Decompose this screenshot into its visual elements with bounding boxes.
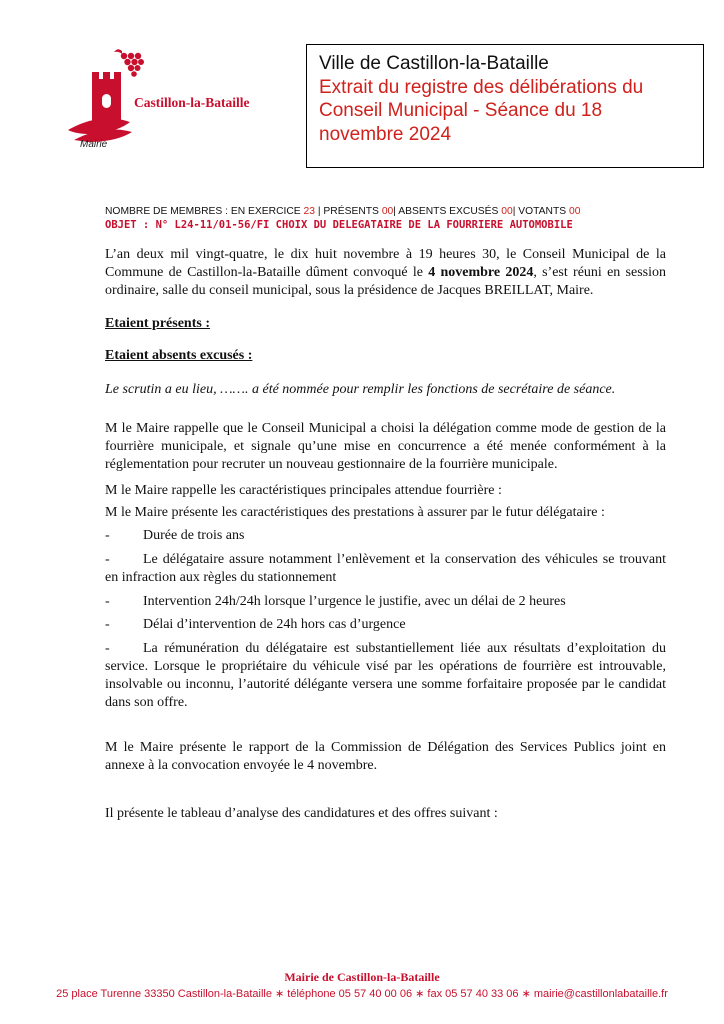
en-exercice-count: 23 bbox=[303, 206, 316, 217]
bullet-dash: - bbox=[105, 641, 110, 656]
paragraph-1: M le Maire rappelle que le Conseil Municipal a choisi la délégation comme mode de gestion de la fourrière municipale, et signale qu’une mise en concurrence a été menée conformément à la réglementation pour recruter un nouveau gestionnaire de la fourrière municipale. bbox=[105, 421, 666, 472]
list-item bbox=[105, 527, 666, 545]
absents-heading: Etaient absents excusés : bbox=[105, 348, 253, 363]
intro-text-a: L’an deux mil vingt-quatre, le dix huit novembre à 19 heures 30, le Conseil Municipal de la Commune de Castillon-la-Bataille dûment convoqué le bbox=[105, 247, 666, 280]
presents-count: 00 bbox=[381, 206, 394, 217]
logo-caption: Mairie bbox=[80, 139, 108, 150]
intro-date: 4 novembre 2024 bbox=[428, 265, 534, 280]
footer-title: Mairie de Castillon-la-Bataille bbox=[284, 970, 440, 984]
paragraph-2: M le Maire rappelle les caractéristiques principales attendue fourrière : bbox=[105, 483, 502, 498]
bullet-dash: - bbox=[105, 528, 110, 543]
list-item bbox=[105, 593, 666, 611]
bullet-dash: - bbox=[105, 617, 110, 632]
objet-line: OBJET : N° L24-11/01-56/FI CHOIX DU DELEGATAIRE DE LA FOURRIERE AUTOMOBILE bbox=[105, 219, 573, 231]
list-item-text: La rémunération du délégataire est substantiellement liée aux résultats d’exploitation du service. Lorsque le propriétaire du véhicule visé par les opérations de fourrière est introuvable, insolvable ou inconnu, l’autorité délégante versera une somme forfaitaire proposée par le candidat dans son offre. bbox=[105, 641, 666, 710]
footer-address: 25 place Turenne 33350 Castillon-la-Bataille ∗ téléphone 05 57 40 00 06 ∗ fax 05 57 40 33 06 ∗ mairie@castillonlabataille.fr bbox=[56, 988, 668, 1000]
paragraph-5: Il présente le tableau d’analyse des candidatures et des offres suivant : bbox=[105, 806, 498, 821]
title-city: Ville de Castillon-la-Bataille bbox=[319, 53, 549, 74]
intro-text-b: , s’est réuni en session ordinaire, salle du conseil municipal, sous la présidence de Jacques BREILLAT, Maire. bbox=[105, 265, 666, 298]
list-item-text: Le délégataire assure notamment l’enlèvement et la conservation des véhicules se trouvant en infraction aux règles du stationnement bbox=[105, 552, 666, 585]
bullet-dash: - bbox=[105, 552, 110, 567]
list-item-text: Délai d’intervention de 24h hors cas d’urgence bbox=[143, 617, 406, 632]
title-box bbox=[306, 44, 704, 168]
absents-count: 00 bbox=[501, 206, 513, 217]
presents-label: | PRÉSENTS bbox=[317, 206, 379, 217]
bullet-dash: - bbox=[105, 594, 110, 609]
paragraph-3: M le Maire présente les caractéristiques des prestations à assurer par le futur délégataire : bbox=[105, 505, 605, 520]
intro-paragraph bbox=[105, 246, 666, 300]
logo bbox=[64, 48, 254, 166]
votants-count: 00 bbox=[569, 206, 581, 217]
presents-heading: Etaient présents : bbox=[105, 316, 210, 331]
title-line-2: Conseil Municipal - Séance du 18 bbox=[319, 100, 603, 121]
title-line-3: novembre 2024 bbox=[319, 123, 452, 145]
absents-label: | ABSENTS EXCUSÉS bbox=[393, 206, 499, 217]
list-item bbox=[105, 640, 666, 712]
title-line-1: Extrait du registre des délibérations du bbox=[319, 76, 644, 98]
list-item bbox=[105, 551, 666, 587]
list-item-text: Intervention 24h/24h lorsque l’urgence le justifie, avec un délai de 2 heures bbox=[143, 594, 566, 609]
members-summary bbox=[105, 206, 705, 217]
logo-name: Castillon-la-Bataille bbox=[134, 95, 250, 110]
votants-label: | VOTANTS bbox=[512, 206, 567, 217]
list-item bbox=[105, 616, 666, 634]
members-label: NOMBRE DE MEMBRES : EN EXERCICE bbox=[105, 206, 301, 217]
list-item-text: Durée de trois ans bbox=[143, 528, 245, 543]
scrutin-line: Le scrutin a eu lieu, ……. a été nommée pour remplir les fonctions de secrétaire de séance. bbox=[105, 382, 616, 397]
paragraph-4: M le Maire présente le rapport de la Commission de Délégation des Services Publics joint en annexe à la convocation envoyée le 4 novembre. bbox=[105, 740, 666, 773]
